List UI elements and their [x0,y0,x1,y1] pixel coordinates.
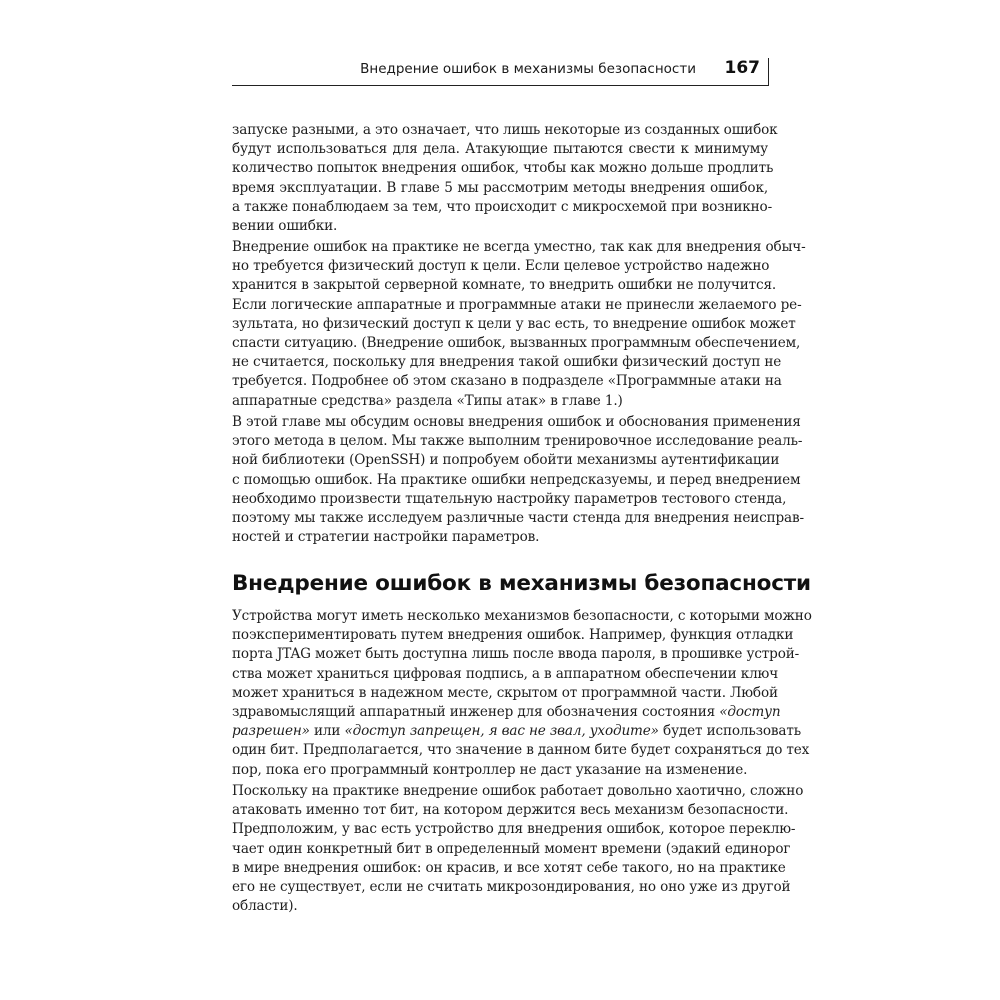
text-line: Если логические аппаратные и программные атаки не принесли желаемого ре- [232,296,802,313]
text-line: поэкспериментировать путем внедрения ошибок. Например, функция отладки [232,627,794,644]
text-line: с помощью ошибок. На практике ошибки непредсказуемы, и перед внедрением [232,471,801,488]
text-line: этого метода в целом. Мы также выполним тренировочное исследование реаль- [232,433,803,450]
text-line [232,722,802,741]
text-line: вении ошибки. [232,217,338,234]
italic-phrase: «доступ запрещен, я вас не звал, уходите» [344,723,659,740]
text-segment: или [313,723,341,740]
text-line: хранится в закрытой серверной комнате, то внедрить ошибки не получится. [232,277,777,294]
text-line: пор, пока его программный контроллер не даст указание на изменение. [232,761,748,778]
text-line: атаковать именно тот бит, на котором держится весь механизм безопасности. [232,802,789,819]
running-header [232,58,769,86]
text-line: зультата, но физический доступ к цели у вас есть, то внедрение ошибок может [232,315,796,332]
text-line: время эксплуатации. В главе 5 мы рассмотрим методы внедрения ошибок, [232,179,768,196]
text-line: а также понаблюдаем за тем, что происходит с микросхемой при возникно- [232,198,773,215]
paragraph-1 [232,121,778,236]
text-segment: будет использовать [663,723,802,740]
text-line: не считается, поскольку для внедрения такой ошибки физический доступ не [232,354,782,371]
section-heading: Внедрение ошибок в механизмы безопасности [232,571,811,596]
text-line: один бит. Предполагается, что значение в данном бите будет сохраняться до тех [232,742,810,759]
text-line: требуется. Подробнее об этом сказано в подразделе «Программные атаки на [232,373,782,390]
text-line: его не существует, если не считать микрозондирования, но оно уже из другой [232,878,791,895]
text-line: В этой главе мы обсудим основы внедрения ошибок и обоснования применения [232,414,801,430]
text-line: будут использоваться для дела. Атакующие пытаются свести к минимуму [232,141,768,158]
text-line: Внедрение ошибок на практике не всегда уместно, так как для внедрения обыч- [232,239,806,255]
paragraph-3 [232,413,804,547]
text-line: аппаратные средства» раздела «Типы атак» в главе 1.) [232,392,623,409]
paragraph-4 [232,607,812,780]
text-line: запуске разными, а это означает, что лишь некоторые из созданных ошибок [232,122,778,138]
text-line [232,703,781,722]
text-line: спасти ситуацию. (Внедрение ошибок, вызванных программным обеспечением, [232,334,801,351]
header-title: Внедрение ошибок в механизмы безопасности [360,61,696,77]
text-line: ства может храниться цифровая подпись, а в аппаратном обеспечении ключ [232,665,779,682]
page-number: 167 [724,58,760,78]
text-line: Устройства могут иметь несколько механизмов безопасности, с которыми можно [232,608,812,624]
text-line: в мире внедрения ошибок: он красив, и все хотят себе такого, но на практике [232,859,786,876]
text-segment: здравомыслящий аппаратный инженер для обозначения состояния [232,703,716,720]
paragraph-5 [232,782,804,916]
text-line: количество попыток внедрения ошибок, чтобы как можно дольше продлить [232,160,774,177]
text-line: Предположим, у вас есть устройство для внедрения ошибок, которое переклю- [232,821,796,838]
text-line: области). [232,898,298,915]
italic-phrase: «доступ [719,703,781,720]
text-line: порта JTAG может быть доступна лишь после ввода пароля, в прошивке устрой- [232,646,800,663]
text-line: но требуется физический доступ к цели. Если целевое устройство надежно [232,258,770,275]
text-line: чает один конкретный бит в определенный момент времени (эдакий единорог [232,840,791,857]
text-line: необходимо произвести тщательную настройку параметров тестового стенда, [232,490,787,507]
text-line: Поскольку на практике внедрение ошибок работает довольно хаотично, сложно [232,783,804,799]
text-line: ностей и стратегии настройки параметров. [232,529,540,546]
text-line: поэтому мы также исследуем различные части стенда для внедрения неиспрaв- [232,509,804,526]
text-line: ной библиотеки (OpenSSH) и попробуем обойти механизмы аутентификации [232,452,780,469]
paragraph-2 [232,238,806,411]
text-line: может храниться в надежном месте, скрытом от программной части. Любой [232,684,778,701]
italic-phrase: разрешен» [232,723,310,740]
